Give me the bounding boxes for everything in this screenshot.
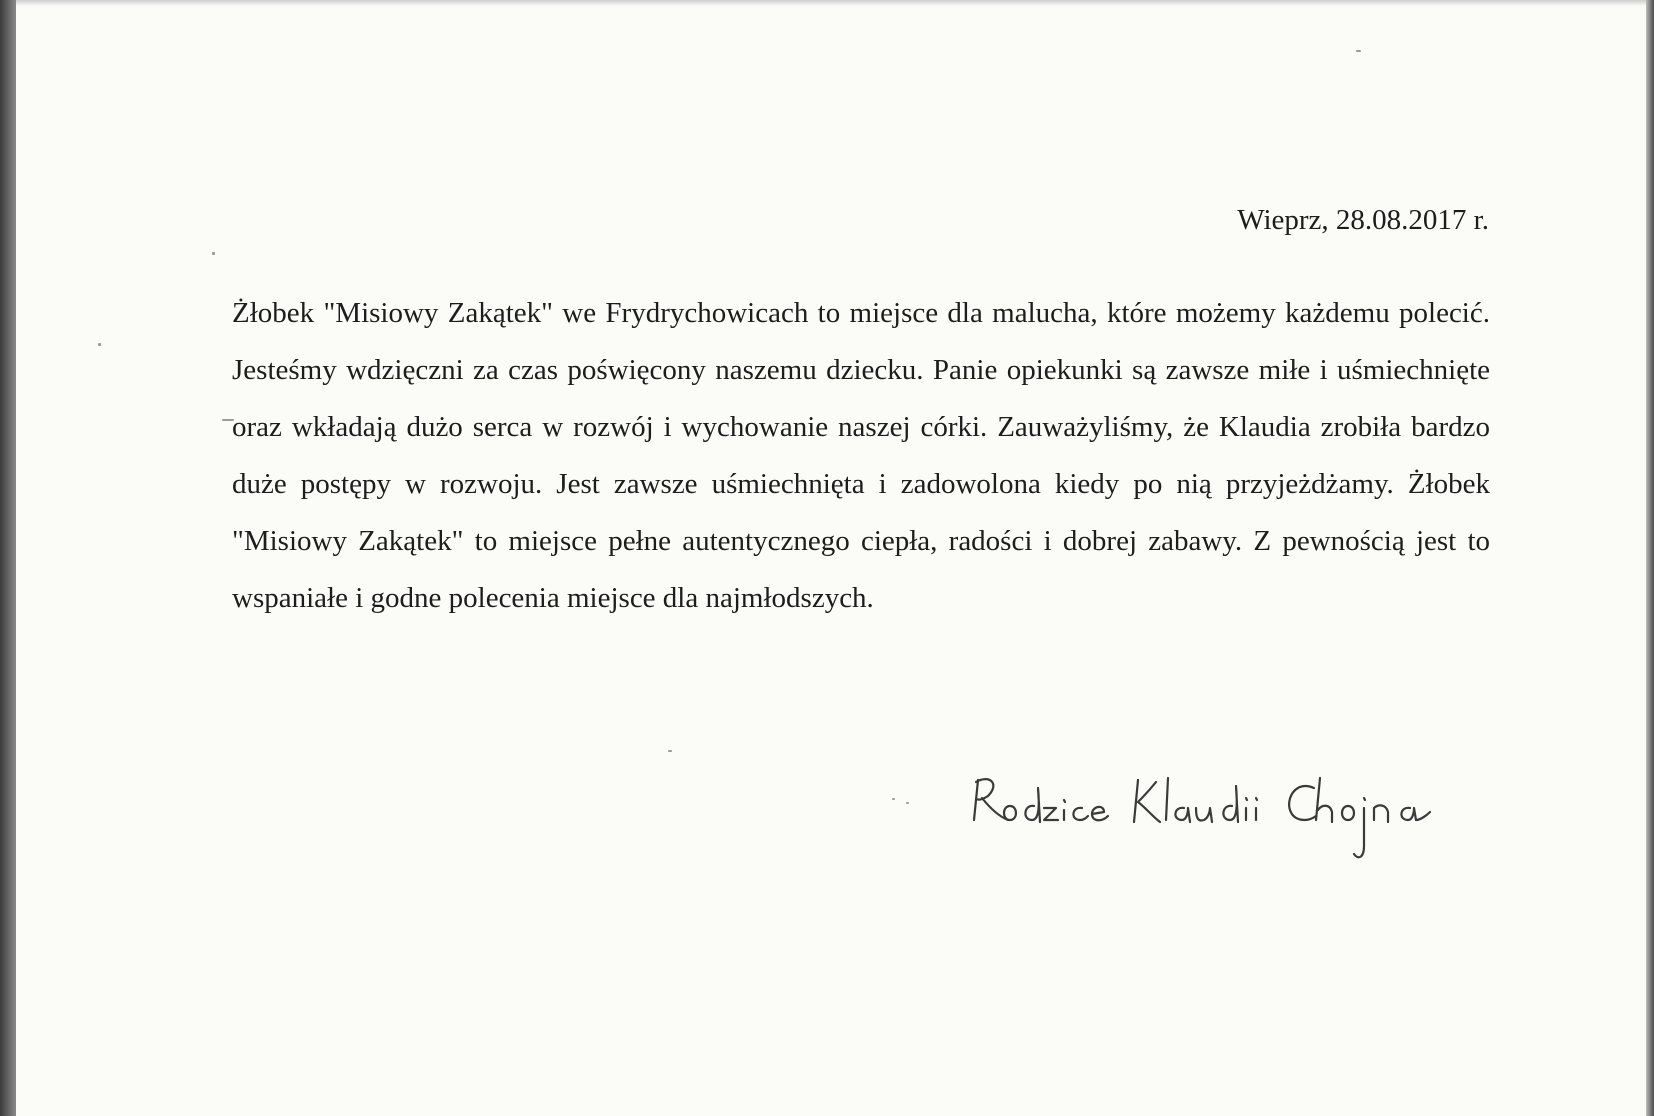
scan-speck	[668, 750, 672, 752]
scan-speck	[892, 798, 895, 800]
letter-body: Żłobek "Misiowy Zakątek" we Frydrychowicach to miejsce dla malucha, które możemy każdemu polecić. Jesteśmy wdzięczni za czas poświęcony naszemu dziecku. Panie opiekunki są zawsze miłe i uśmiechnięte oraz wkładają dużo serca w rozwój i wychowanie naszej córki. Zauważyliśmy, że Klaudia zrobiła bardzo duże postępy w rozwoju. Jest zawsze uśmiechnięta i zadowolona kiedy po nią przyjeżdżamy. Żłobek "Misiowy Zakątek" to miejsce pełne autentycznego ciepła, radości i dobrej zabawy. Z pewnością jest to wspaniałe i godne polecenia miejsce dla najmłodszych.	[232, 297, 1490, 614]
scan-left-shadow	[0, 0, 16, 1116]
scan-speck	[212, 252, 215, 255]
scan-speck	[906, 802, 909, 804]
scan-right-edge	[1646, 0, 1654, 1116]
scan-speck	[98, 343, 101, 346]
place-and-date: Wieprz, 28.08.2017 r.	[1237, 204, 1489, 236]
scan-top-edge	[16, 0, 1646, 6]
handwritten-signature	[960, 766, 1460, 866]
scan-speck	[1356, 50, 1361, 52]
